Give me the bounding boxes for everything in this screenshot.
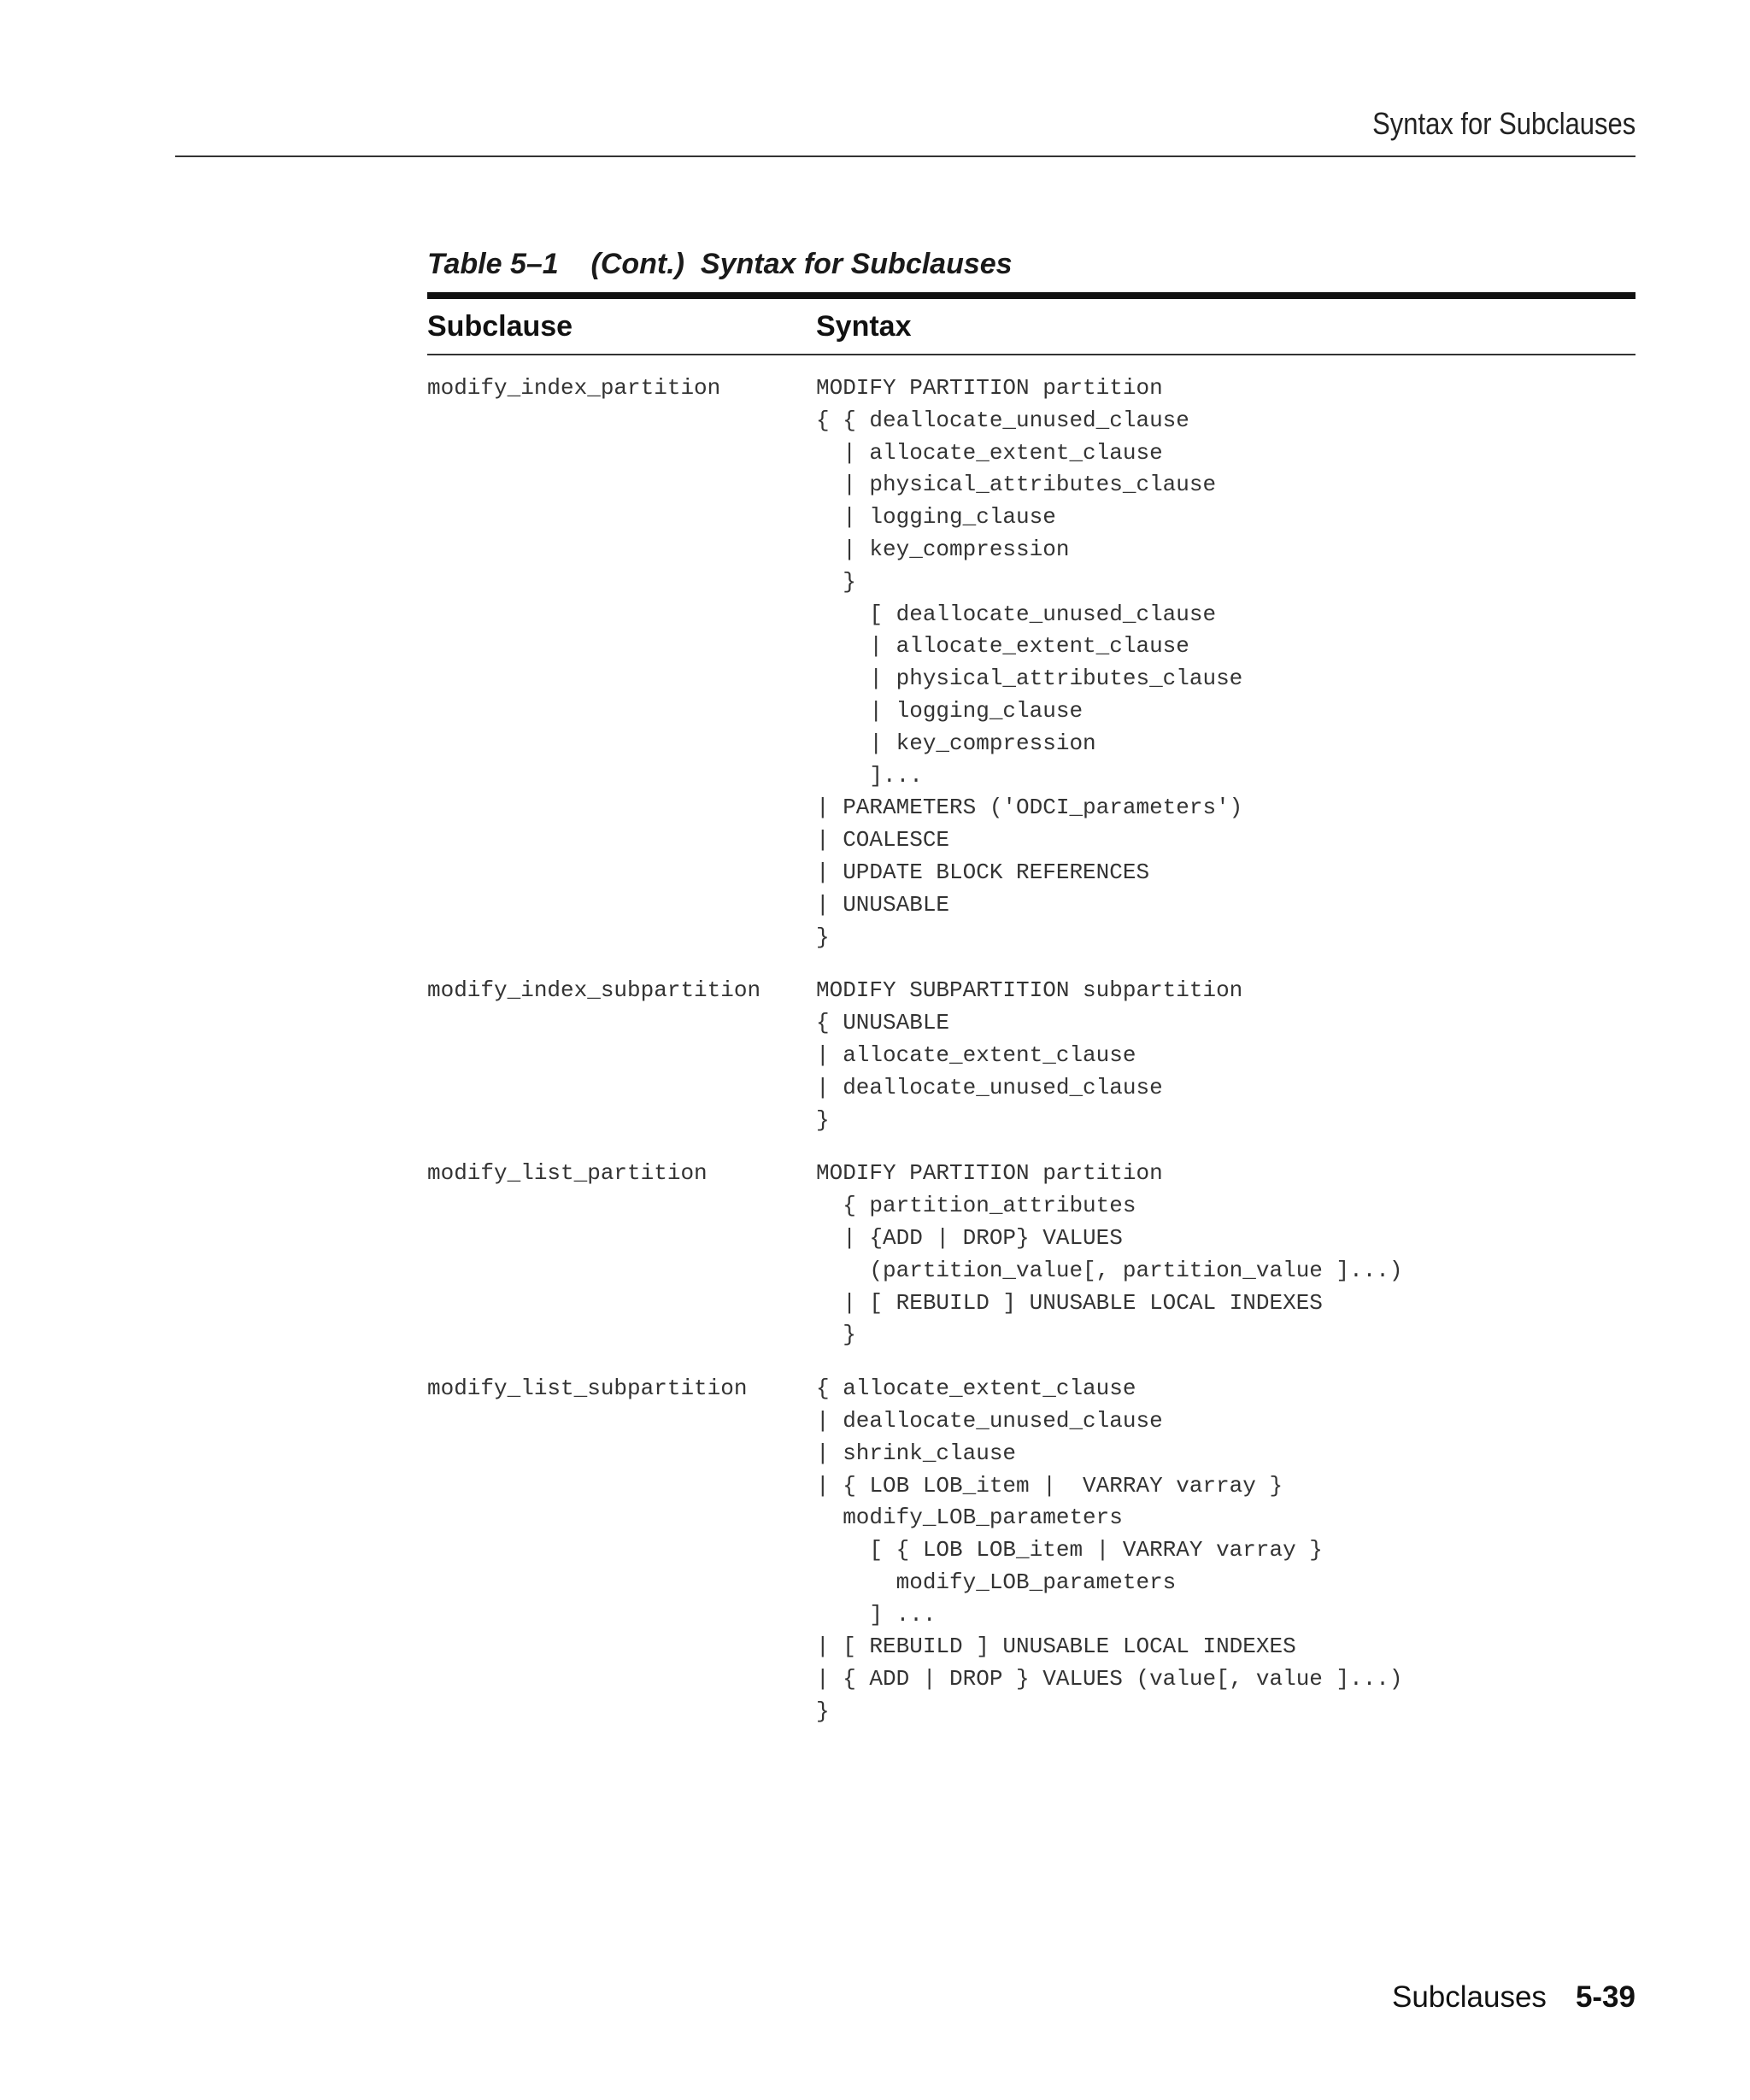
syntax-block [816, 1373, 1635, 1728]
syntax-block [816, 372, 1635, 953]
subclause-name: modify_index_partition [427, 375, 721, 401]
page-number: 5-39 [1575, 1980, 1635, 2014]
header-rule [175, 155, 1635, 157]
syntax-line: | COALESCE [816, 827, 950, 853]
syntax-line: } [816, 568, 856, 595]
table-caption: Table 5–1 (Cont.) Syntax for Subclauses [427, 248, 1013, 280]
syntax-line: | UPDATE BLOCK REFERENCES [816, 859, 1150, 885]
syntax-block [816, 975, 1635, 1136]
table-row [427, 1373, 1635, 1728]
syntax-line: | allocate_extent_clause [816, 633, 1189, 660]
table-row [427, 1158, 1635, 1352]
table-row [427, 975, 1635, 1136]
syntax-line: MODIFY PARTITION partition [816, 1160, 1163, 1187]
syntax-line: { partition_attributes [816, 1193, 1136, 1219]
syntax-line: | [ REBUILD ] UNUSABLE LOCAL INDEXES [816, 1289, 1323, 1316]
syntax-line: | deallocate_unused_clause [816, 1074, 1163, 1100]
syntax-line: | UNUSABLE [816, 891, 950, 918]
subclause-name: modify_list_subpartition [427, 1376, 748, 1402]
syntax-line: (partition_value[, partition_value ]...) [816, 1257, 1403, 1283]
syntax-line: modify_LOB_parameters [816, 1505, 1123, 1531]
syntax-table [427, 292, 1635, 1728]
column-header-syntax: Syntax [816, 309, 912, 343]
column-header-subclause: Subclause [427, 309, 573, 343]
syntax-line: | PARAMETERS ('ODCI_parameters') [816, 795, 1243, 821]
page-footer [1392, 1980, 1635, 2015]
syntax-line: { allocate_extent_clause [816, 1376, 1136, 1402]
table-body [427, 372, 1635, 1728]
syntax-line: | logging_clause [816, 504, 1056, 531]
syntax-line: [ { LOB LOB_item | VARRAY varray } [816, 1537, 1323, 1563]
syntax-line: MODIFY PARTITION partition [816, 375, 1163, 401]
syntax-line: | physical_attributes_clause [816, 472, 1217, 498]
syntax-line: | physical_attributes_clause [816, 666, 1243, 692]
syntax-line: } [816, 1322, 856, 1348]
running-header: Syntax for Subclauses [1371, 106, 1635, 141]
syntax-line: | { LOB LOB_item | VARRAY varray } [816, 1472, 1283, 1499]
syntax-line: ]... [816, 762, 923, 789]
syntax-line: | { ADD | DROP } VALUES (value[, value ]...) [816, 1666, 1403, 1692]
syntax-line: | logging_clause [816, 697, 1083, 724]
syntax-line: MODIFY SUBPARTITION subpartition [816, 977, 1243, 1004]
syntax-line: [ deallocate_unused_clause [816, 601, 1217, 627]
syntax-line: | {ADD | DROP} VALUES [816, 1224, 1123, 1251]
syntax-line: | allocate_extent_clause [816, 439, 1163, 466]
syntax-line: | allocate_extent_clause [816, 1041, 1136, 1068]
syntax-line: | [ REBUILD ] UNUSABLE LOCAL INDEXES [816, 1634, 1296, 1660]
syntax-line: { UNUSABLE [816, 1010, 950, 1036]
syntax-line: modify_LOB_parameters [816, 1569, 1177, 1595]
syntax-line: } [816, 1698, 830, 1725]
subclause-name: modify_index_subpartition [427, 977, 761, 1004]
table-header-row [427, 299, 1635, 355]
footer-section: Subclauses [1391, 1980, 1547, 2014]
syntax-line: | key_compression [816, 536, 1070, 562]
syntax-block [816, 1158, 1635, 1352]
syntax-line: ] ... [816, 1601, 937, 1628]
syntax-line: | shrink_clause [816, 1440, 1017, 1466]
syntax-line: } [816, 924, 830, 950]
syntax-line: { { deallocate_unused_clause [816, 407, 1189, 433]
subclause-name: modify_list_partition [427, 1160, 708, 1187]
table-top-rule [427, 292, 1635, 299]
syntax-line: | deallocate_unused_clause [816, 1407, 1163, 1434]
table-row [427, 372, 1635, 953]
syntax-line: | key_compression [816, 730, 1096, 756]
syntax-line: } [816, 1106, 830, 1133]
